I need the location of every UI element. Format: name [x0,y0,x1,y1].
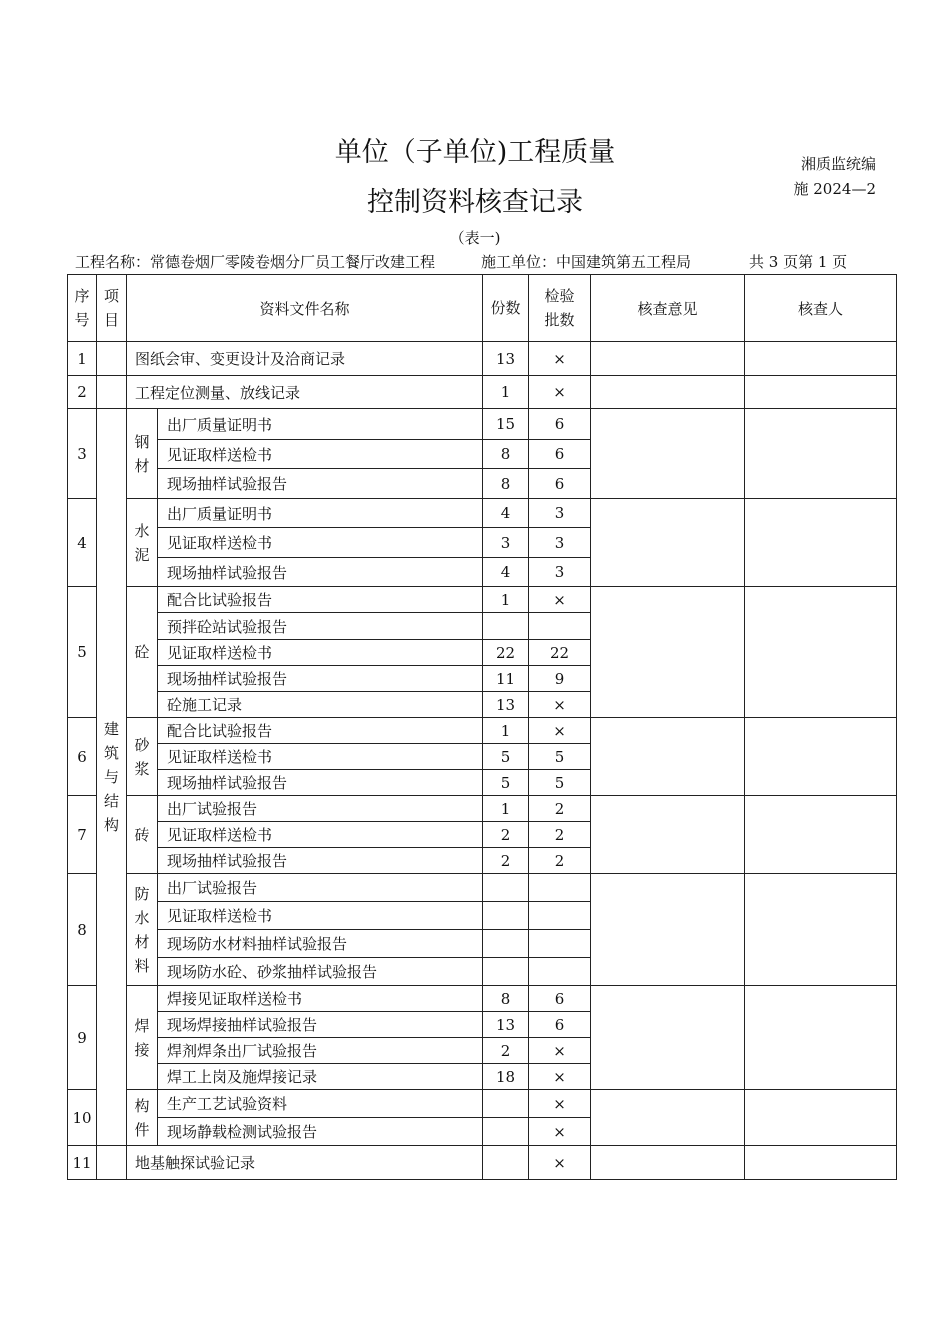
row-seq: 1 [68,342,97,376]
row-opinion [591,1146,745,1180]
row-opinion [591,1090,745,1146]
row-group-label: 砼 [134,643,150,661]
row-group-label: 水泥 [134,521,150,564]
row-seq: 9 [68,986,97,1090]
row-batches: 5 [529,744,591,770]
row-batches: × [529,1146,591,1180]
row-doc-name: 配合比试验报告 [158,587,483,613]
row-copies [483,930,529,958]
row-doc-name: 现场防水材料抽样试验报告 [158,930,483,958]
row-opinion [591,342,745,376]
row-batches: 6 [529,469,591,499]
row-opinion [591,499,745,587]
row-copies [483,1090,529,1118]
row-doc-name: 见证取样送检书 [158,440,483,469]
form-code [770,152,876,202]
form-code-line2: 施 2024—2 [793,180,876,198]
row-checker [745,587,897,718]
row-doc-name: 现场抽样试验报告 [158,770,483,796]
row-batches [529,902,591,930]
row-opinion [591,874,745,986]
row-batches: × [529,587,591,613]
row-seq: 6 [68,718,97,796]
row-item-empty [97,376,127,409]
table-subtitle: （表一) [449,229,501,247]
inspection-table [67,274,897,1180]
category-label: 建筑与结构 [104,720,120,834]
table-row [68,874,897,902]
row-batches [529,930,591,958]
row-group [127,499,158,587]
row-doc-name: 现场静载检测试验报告 [158,1118,483,1146]
row-batches: 9 [529,666,591,692]
col-header-doc-name: 资料文件名称 [127,275,483,342]
row-seq: 11 [68,1146,97,1180]
row-doc-name: 见证取样送检书 [158,640,483,666]
row-doc-name: 现场抽样试验报告 [158,558,483,587]
row-item-empty [97,1146,127,1180]
row-copies [483,1146,529,1180]
row-group-label: 构件 [134,1096,150,1139]
row-doc-name: 工程定位测量、放线记录 [127,376,483,409]
row-doc-name: 见证取样送检书 [158,744,483,770]
row-copies: 13 [483,1012,529,1038]
row-checker [745,986,897,1090]
row-batches: × [529,376,591,409]
row-seq: 8 [68,874,97,986]
row-batches: × [529,1118,591,1146]
table-row [68,376,897,409]
row-batches: 6 [529,986,591,1012]
row-opinion [591,718,745,796]
row-copies [483,874,529,902]
row-copies: 22 [483,640,529,666]
table-row [68,796,897,822]
table-row [68,986,897,1012]
row-doc-name: 预拌砼站试验报告 [158,613,483,640]
row-copies: 1 [483,796,529,822]
row-seq: 3 [68,409,97,499]
row-checker [745,376,897,409]
row-checker [745,718,897,796]
table-row [68,1146,897,1180]
row-copies: 11 [483,666,529,692]
row-doc-name: 生产工艺试验资料 [158,1090,483,1118]
col-header-copies: 份数 [483,275,529,342]
row-batches: 22 [529,640,591,666]
row-group [127,796,158,874]
row-batches: × [529,1064,591,1090]
row-copies: 4 [483,499,529,528]
project-name: 工程名称：常德卷烟厂零陵卷烟分厂员工餐厅改建工程 [75,253,436,271]
col-header-opinion: 核查意见 [591,275,745,342]
table-row [68,342,897,376]
row-batches: 3 [529,528,591,558]
table-header-row [68,275,897,342]
row-doc-name: 图纸会审、变更设计及洽商记录 [127,342,483,376]
row-doc-name: 焊接见证取样送检书 [158,986,483,1012]
row-group-label: 钢材 [134,432,150,475]
row-copies: 1 [483,376,529,409]
row-group-label: 砖 [134,825,150,844]
row-doc-name: 见证取样送检书 [158,902,483,930]
row-doc-name: 出厂试验报告 [158,874,483,902]
row-seq: 4 [68,499,97,587]
row-checker [745,1146,897,1180]
row-copies: 1 [483,587,529,613]
construction-unit: 施工单位：中国建筑第五工程局 [481,253,692,271]
row-batches: × [529,1090,591,1118]
row-batches: × [529,1038,591,1064]
row-group [127,874,158,986]
row-copies [483,958,529,986]
table-row [68,587,897,613]
row-batches: 5 [529,770,591,796]
row-opinion [591,376,745,409]
row-checker [745,499,897,587]
row-doc-name: 出厂试验报告 [158,796,483,822]
row-batches [529,874,591,902]
row-batches: × [529,342,591,376]
row-batches: 3 [529,499,591,528]
row-seq: 2 [68,376,97,409]
row-copies: 1 [483,718,529,744]
row-item-empty [97,342,127,376]
row-doc-name: 现场抽样试验报告 [158,666,483,692]
row-copies: 2 [483,848,529,874]
row-group [127,409,158,499]
row-batches: 2 [529,796,591,822]
row-copies: 5 [483,770,529,796]
row-group [127,718,158,796]
row-batches: 6 [529,409,591,440]
row-copies: 18 [483,1064,529,1090]
row-batches: 2 [529,822,591,848]
row-batches: 2 [529,848,591,874]
row-doc-name: 现场焊接抽样试验报告 [158,1012,483,1038]
page-info: 共 3 页第 1 页 [749,253,848,271]
row-seq: 7 [68,796,97,874]
row-batches: × [529,718,591,744]
row-doc-name: 焊工上岗及施焊接记录 [158,1064,483,1090]
table-row [68,499,897,528]
row-copies: 2 [483,822,529,848]
row-doc-name: 配合比试验报告 [158,718,483,744]
table-row [68,409,897,440]
row-checker [745,342,897,376]
row-doc-name: 现场抽样试验报告 [158,848,483,874]
row-copies: 13 [483,342,529,376]
row-batches [529,613,591,640]
row-checker [745,409,897,499]
row-group-label: 防水材料 [134,884,150,975]
table-row [68,1090,897,1118]
row-batches: 6 [529,440,591,469]
row-doc-name: 见证取样送检书 [158,528,483,558]
row-checker [745,796,897,874]
page-title-line2: 控制资料核查记录 [367,187,583,218]
row-copies: 8 [483,469,529,499]
row-doc-name: 出厂质量证明书 [158,409,483,440]
row-doc-name: 见证取样送检书 [158,822,483,848]
form-code-line1: 湘质监统编 [800,155,876,173]
row-checker [745,874,897,986]
row-group [127,986,158,1090]
row-group-label: 砂浆 [134,735,150,778]
row-copies: 8 [483,986,529,1012]
row-doc-name: 地基触探试验记录 [127,1146,483,1180]
row-copies: 4 [483,558,529,587]
row-copies [483,613,529,640]
row-opinion [591,587,745,718]
row-seq: 5 [68,587,97,718]
row-doc-name: 砼施工记录 [158,692,483,718]
col-header-checker: 核查人 [745,275,897,342]
col-header-item: 项目 [97,275,127,342]
row-group-label: 焊接 [134,1016,150,1059]
row-copies: 2 [483,1038,529,1064]
row-copies: 15 [483,409,529,440]
row-seq: 10 [68,1090,97,1146]
row-batches: × [529,692,591,718]
row-opinion [591,796,745,874]
row-doc-name: 现场抽样试验报告 [158,469,483,499]
row-batches: 3 [529,558,591,587]
row-copies [483,1118,529,1146]
row-copies: 8 [483,440,529,469]
row-group [127,1090,158,1146]
row-doc-name: 出厂质量证明书 [158,499,483,528]
row-copies: 13 [483,692,529,718]
row-opinion [591,986,745,1090]
table-row [68,718,897,744]
page-title-line1: 单位（子单位)工程质量 [334,137,616,168]
row-batches [529,958,591,986]
row-checker [745,1090,897,1146]
row-opinion [591,409,745,499]
row-doc-name: 焊剂焊条出厂试验报告 [158,1038,483,1064]
category-cell [97,409,127,1146]
row-group [127,587,158,718]
row-copies: 3 [483,528,529,558]
row-doc-name: 现场防水砼、砂浆抽样试验报告 [158,958,483,986]
col-header-batches: 检验批数 [529,275,591,342]
row-copies [483,902,529,930]
row-batches: 6 [529,1012,591,1038]
col-header-seq: 序号 [68,275,97,342]
row-copies: 5 [483,744,529,770]
